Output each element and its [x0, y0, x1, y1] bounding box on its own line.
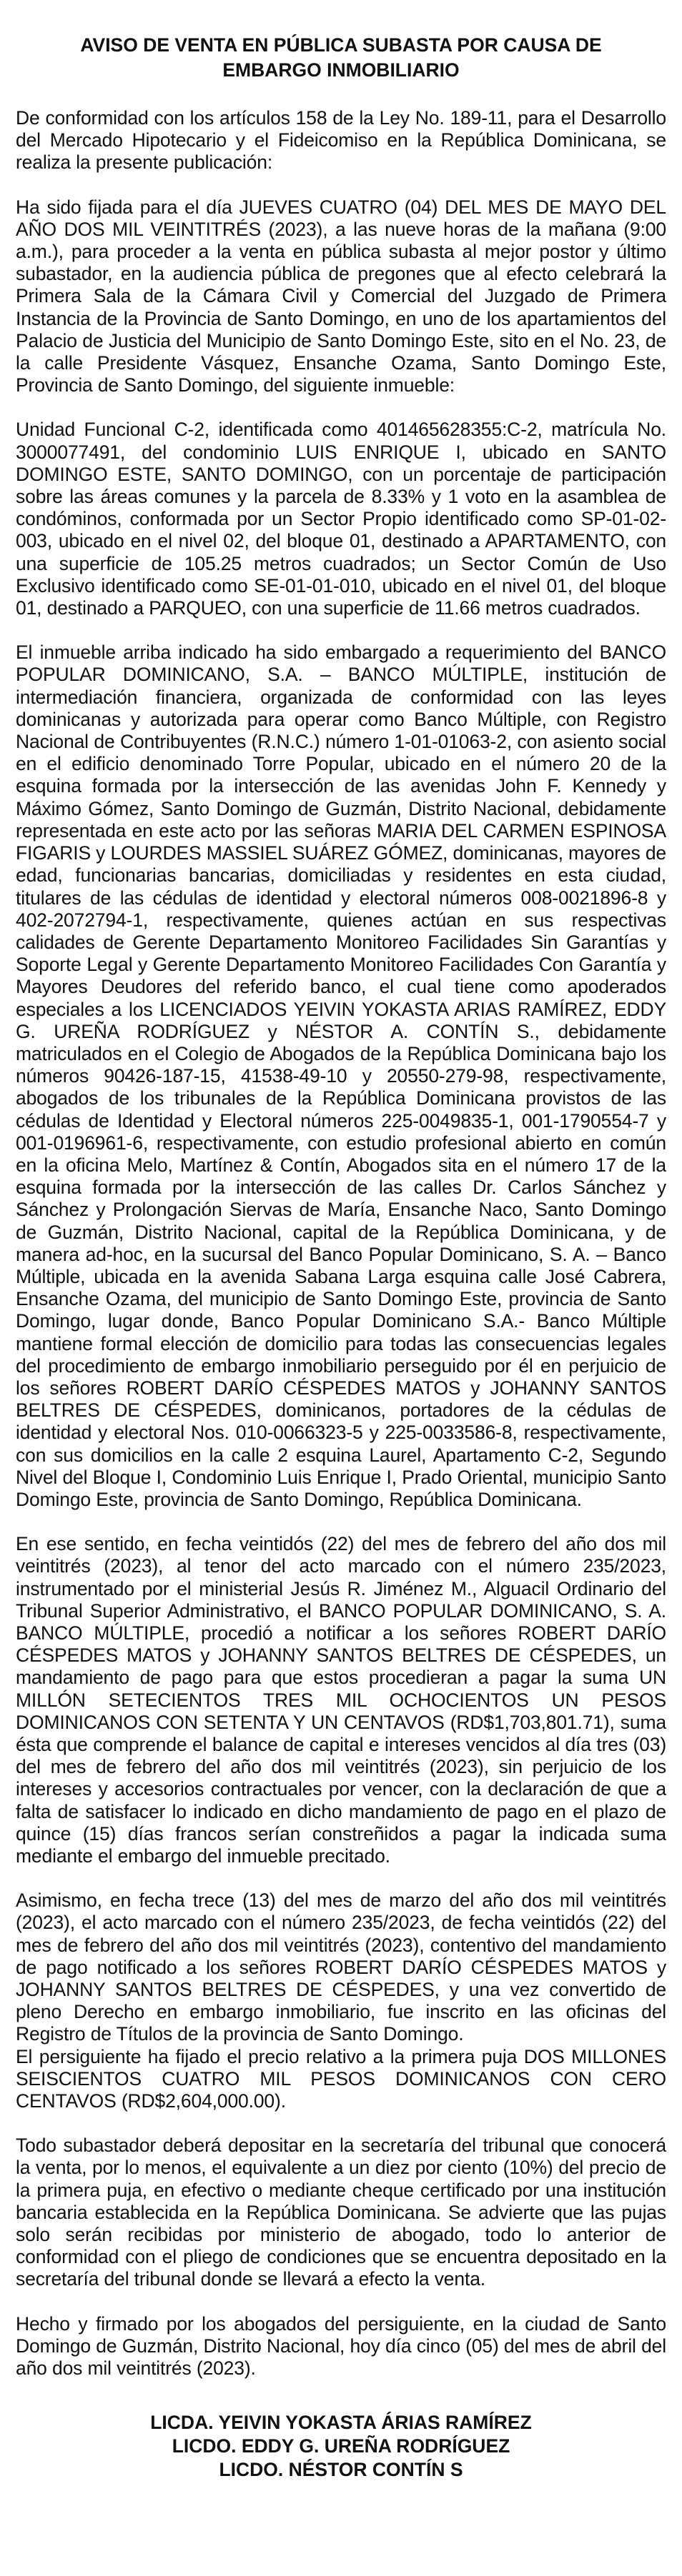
- signature-line-3: LICDO. NÉSTOR CONTÍN S: [219, 2459, 463, 2481]
- registration-paragraph: Asimismo, en fecha trece (13) del mes de marzo del año dos mil veintitrés (2023), el acto marcado con el número 235/2023, de fecha veintidós (22) del mes de febrero del año dos mil veintitrés (2023), contentivo del mandamiento de pago notificado a los señores ROBERT DARÍO CÉSPEDES MATOS y JOHANNY SANTOS BELTRES DE CÉSPEDES, y una vez convertido de pleno Derecho en embargo inmobiliario, fue inscrito en las oficinas del Registro de Títulos de la provincia de Santo Domingo.: [16, 1889, 666, 2045]
- signature-line-1: LICDA. YEIVIN YOKASTA ÁRIAS RAMÍREZ: [150, 2412, 532, 2434]
- creditor-paragraph: El inmueble arriba indicado ha sido embargado a requerimiento del BANCO POPULAR DOMINICANO, S.A. – BANCO MÚLTIPLE, institución de intermediación financiera, organizada de conformidad con las leyes dominicanas y autorizada para operar como Banco Múltiple, con Registro Nacional de Contribuyentes (R.N.C.) número 1-01-01063-2, con asiento social en el edificio denominado Torre Popular, ubicado en el número 20 de la esquina formada por la intersección de las avenidas John F. Kennedy y Máximo Gómez, Santo Domingo de Guzmán, Distrito Nacional, debidamente representada en este acto por las señoras MARIA DEL CARMEN ESPINOSA FIGARIS y LOURDES MASSIEL SUÁREZ GÓMEZ, dominicanas, mayores de edad, funcionarias bancarias, domiciliadas y residentes en esta ciudad, titulares de las cédulas de identidad y electoral números 008-0021896-8 y 402-2072794-1, respectivamente, quienes actúan en sus respectivas calidades de Gerente Departamento Monitoreo Facilidades Sin Garantías y Soporte Legal y Gerente Departamento Monitoreo Facilidades Con Garantía y Mayores Deudores del referido banco, el cual tiene como apoderados especiales a los LICENCIADOS YEIVIN YOKASTA ARIAS RAMÍREZ, EDDY G. UREÑA RODRÍGUEZ y NÉSTOR A. CONTÍN S., debidamente matriculados en el Colegio de Abogados de la República Dominicana bajo los números 90426-187-15, 41538-49-10 y 20550-279-98, respectivamente, abogados de los tribunales de la República Dominicana provistos de las cédulas de Identidad y Electoral números 225-0049835-1, 001-1790554-7 y 001-0196961-6, respectivamente, con estudio profesional abierto en común en la oficina Melo, Martínez & Contín, Abogados sita en el número 17 de la esquina formada por la intersección de las calles Dr. Carlos Sánchez y Sánchez y Prolongación Siervas de María, Ensanche Naco, Santo Domingo de Guzmán, Distrito Nacional, capital de la República Dominicana, y de manera ad-hoc, en la sucursal del Banco Popular Dominicano, S. A. – Banco Múltiple, ubicada en la avenida Sabana Larga esquina calle José Cabrera, Ensanche Ozama, del municipio de Santo Domingo Este, provincia de Santo Domingo, lugar donde, Banco Popular Dominicano S.A.- Banco Múltiple mantiene formal elección de domicilio para todas las consecuencias legales del procedimiento de embargo inmobiliario perseguido por él en perjuicio de los señores ROBERT DARÍO CÉSPEDES MATOS y JOHANNY SANTOS BELTRES DE CÉSPEDES, dominicanos, portadores de la cédulas de identidad y electoral Nos. 010-0066323-5 y 225-0033586-8, respectivamente, con sus domicilios en la calle 2 esquina Laurel, Apartamento C-2, Segundo Nivel del Bloque I, Condominio Luis Enrique I, Prado Oriental, municipio Santo Domingo Este, provincia de Santo Domingo, República Dominicana.: [16, 641, 666, 1510]
- intro-paragraph: De conformidad con los artículos 158 de la Ley No. 189-11, para el Desarrollo del Mercado Hipotecario y el Fideicomiso en la República Dominicana, se realiza la presente publicación:: [16, 107, 666, 174]
- property-description-paragraph: Unidad Funcional C-2, identificada como 401465628355:C-2, matrícula No. 3000077491, del condominio LUIS ENRIQUE I, ubicado en SANTO DOMINGO ESTE, SANTO DOMINGO, con un porcentaje de participación sobre las áreas comunes y la parcela de 8.33% y 1 voto en la asamblea de condóminos, conformada por un Sector Propio identificado como SP-01-02-003, ubicado en el nivel 02, del bloque 01, destinado a APARTAMENTO, con una superficie de 105.25 metros cuadrados; un Sector Común de Uso Exclusivo identificado como SE-01-01-010, ubicado en el nivel 01, del bloque 01, destinado a PARQUEO, con una superficie de 11.66 metros cuadrados.: [16, 419, 666, 619]
- payment-order-paragraph: En ese sentido, en fecha veintidós (22) del mes de febrero del año dos mil veintitrés (2023), al tenor del acto marcado con el número 235/2023, instrumentado por el ministerial Jesús R. Jiménez M., Alguacil Ordinario del Tribunal Superior Administrativo, el BANCO POPULAR DOMINICANO, S. A. BANCO MÚLTIPLE, procedió a notificar a los señores ROBERT DARÍO CÉSPEDES MATOS y JOHANNY SANTOS BELTRES DE CÉSPEDES, un mandamiento de pago para que estos procedieran a pagar la suma UN MILLÓN SETECIENTOS TRES MIL OCHOCIENTOS UN PESOS DOMINICANOS CON SETENTA Y UN CENTAVOS (RD$1,703,801.71), suma ésta que comprende el balance de capital e intereses vencidos al día tres (03) del mes de febrero del año dos mil veintitrés (2023), sin perjuicio de los intereses y accesorios contractuales por vencer, con la declaración de que a falta de satisfacer lo indicado en dicho mandamiento de pago en el plazo de quince (15) días francos serían constreñidos a pagar la indicada suma mediante el embargo del inmueble precitado.: [16, 1533, 666, 1867]
- signature-block: [16, 2411, 666, 2482]
- notice-title: [16, 33, 666, 83]
- signing-paragraph: Hecho y firmado por los abogados del persiguiente, en la ciudad de Santo Domingo de Guzmán, Distrito Nacional, hoy día cinco (05) del mes de abril del año dos mil veintitrés (2023).: [16, 2312, 666, 2380]
- first-bid-price-paragraph: El persiguiente ha fijado el precio relativo a la primera puja DOS MILLONES SEISCIENTOS CUATRO MIL PESOS DOMINICANOS CON CERO CENTAVOS (RD$2,604,000.00).: [16, 2045, 666, 2112]
- deposit-requirement-paragraph: Todo subastador deberá depositar en la secretaría del tribunal que conocerá la venta, por lo menos, el equivalente a un diez por ciento (10%) del precio de la primera puja, en efectivo o mediante cheque certificado por una institución bancaria establecida en la República Dominicana. Se advierte que las pujas solo serán recibidas por ministerio de abogado, todo lo anterior de conformidad con el pliego de condiciones que se encuentra depositado en la secretaría del tribunal donde se llevará a efecto la venta.: [16, 2135, 666, 2290]
- notice-title-line-2: EMBARGO INMOBILIARIO: [222, 59, 460, 81]
- auction-date-paragraph: Ha sido fijada para el día JUEVES CUATRO (04) DEL MES DE MAYO DEL AÑO DOS MIL VEINTITRÉS (2023), a las nueve horas de la mañana (9:00 a.m.), para proceder a la venta en pública subasta al mejor postor y último subastador, en la audiencia pública de pregones que al efecto celebrará la Primera Sala de la Cámara Civil y Comercial del Juzgado de Primera Instancia de la Provincia de Santo Domingo, en uno de los apartamientos del Palacio de Justicia del Municipio de Santo Domingo Este, sito en el No. 23, de la calle Presidente Vásquez, Ensanche Ozama, Santo Domingo Este, Provincia de Santo Domingo, del siguiente inmueble:: [16, 196, 666, 396]
- signature-line-2: LICDO. EDDY G. UREÑA RODRÍGUEZ: [172, 2435, 510, 2457]
- notice-title-line-1: AVISO DE VENTA EN PÚBLICA SUBASTA POR CAUSA DE: [80, 34, 602, 56]
